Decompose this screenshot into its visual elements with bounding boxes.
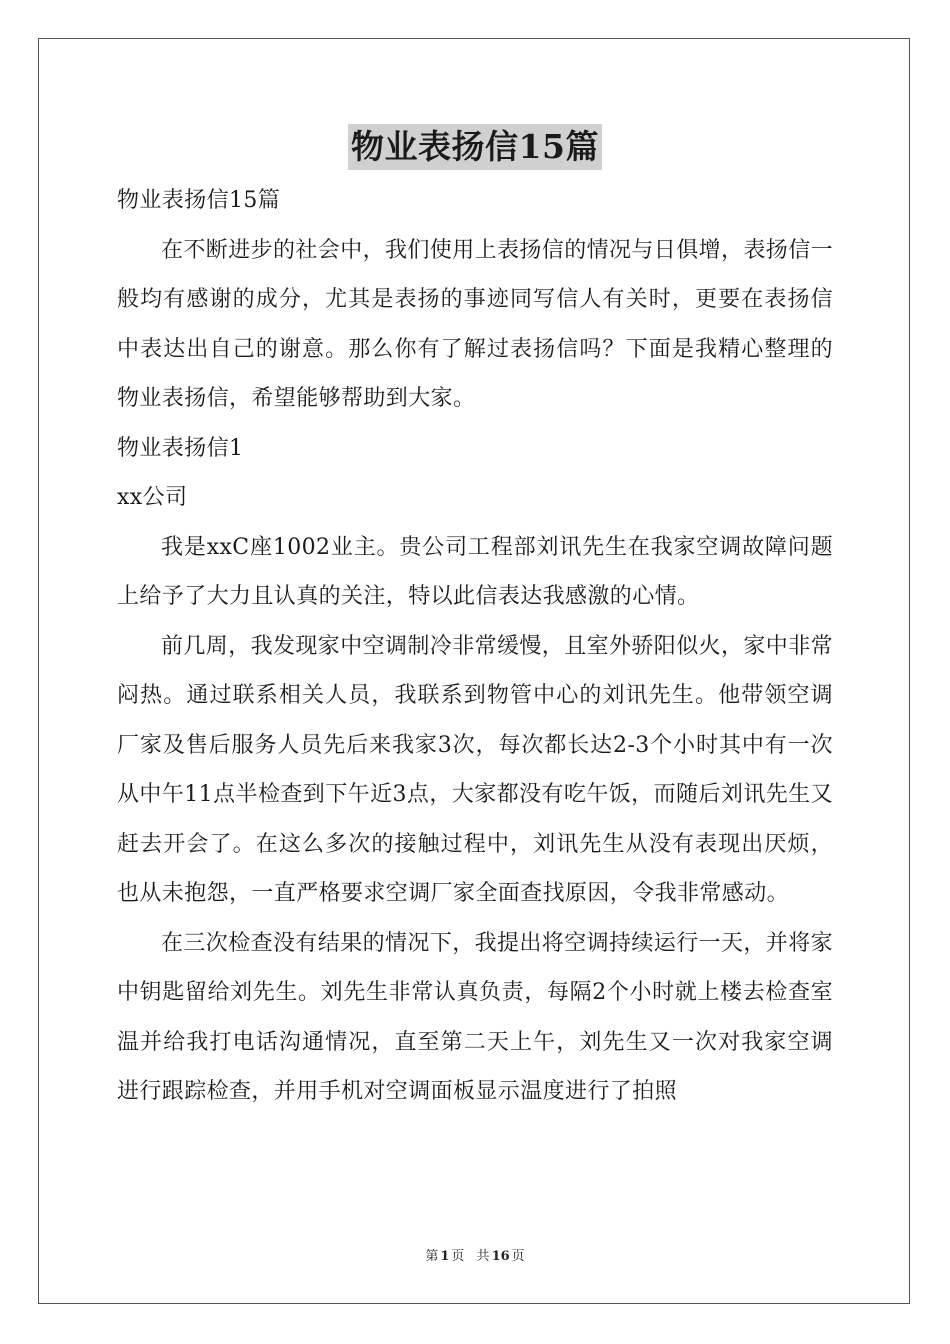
body-paragraph-2: 前几周，我发现家中空调制冷非常缓慢，且室外骄阳似火，家中非常闷热。通过联系相关人员，我联系到物管中心的刘讯先生。他带领空调厂家及售后服务人员先后来我家3次，每次都长达2-3个小时其中有一次从中午11点半检查到下午近3点，大家都没有吃午饭，而随后刘讯先生又赶去开会了。在这么多次的接触过程中，刘讯先生从没有表现出厌烦，也从未抱怨，一直严格要求空调厂家全面查找原因，令我非常感动。 (117, 633, 834, 906)
total-suffix: 页 (511, 1249, 525, 1264)
total-indicator (475, 1249, 527, 1264)
document-title: 物业表扬信15篇 (348, 124, 602, 170)
page-indicator (423, 1249, 466, 1264)
page-prefix: 第 (425, 1249, 439, 1264)
body-paragraph-1: 我是xxC座1002业主。贵公司工程部刘讯先生在我家空调故障问题上给予了大力且认真的关注，特以此信表达我感激的心情。 (117, 534, 833, 609)
intro-paragraph: 在不断进步的社会中，我们使用上表扬信的情况与日俱增，表扬信一般均有感谢的成分，尤其是表扬的事迹同写信人有关时，更要在表扬信中表达出自己的谢意。那么你有了解过表扬信吗？下面是我精心整理的物业表扬信，希望能够帮助到大家。 (117, 237, 834, 411)
page-suffix: 页 (451, 1249, 465, 1264)
page-number: 1 (440, 1249, 450, 1264)
title-container (0, 124, 950, 170)
page-footer (0, 1245, 950, 1264)
section-heading: 物业表扬信1 (117, 435, 244, 461)
total-prefix: 共 (476, 1249, 490, 1264)
subtitle-line: 物业表扬信15篇 (117, 188, 281, 213)
total-pages: 16 (491, 1249, 510, 1264)
document-body (117, 176, 833, 1117)
recipient-line: xx公司 (117, 485, 188, 510)
body-paragraph-3: 在三次检查没有结果的情况下，我提出将空调持续运行一天，并将家中钥匙留给刘先生。刘先生非常认真负责，每隔2个小时就上楼去检查室温并给我打电话沟通情况，直至第二天上午，刘先生又一次对我家空调进行跟踪检查，并用手机对空调面板显示温度进行了拍照 (117, 930, 834, 1104)
